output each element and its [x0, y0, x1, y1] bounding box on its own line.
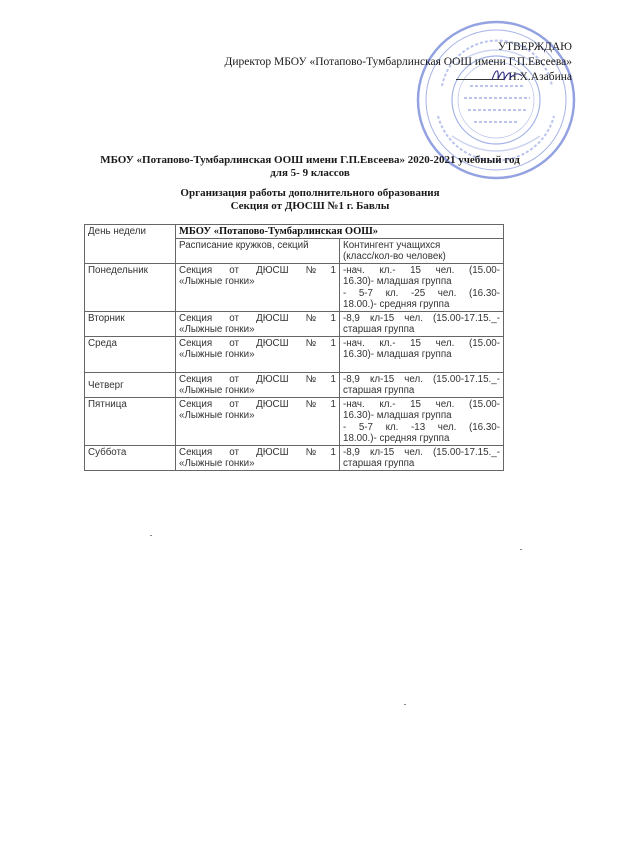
cell-contingent: [340, 372, 504, 397]
header-day: День недели: [85, 225, 176, 264]
contingent-line-2: старшая группа: [343, 385, 415, 396]
approval-position: Директор МБОУ «Потапово-Тумбарлинская ООШ имени Г.П.Евсеева»: [224, 56, 572, 68]
section-line-1: Секция от ДЮСШ №1: [179, 446, 336, 458]
contingent-line-1: -8,9 кл-15 чел. (15.00-17.15._-: [343, 312, 500, 324]
day-label: Четверг: [88, 379, 124, 391]
scan-speck: [404, 704, 406, 705]
contingent-line-1: -8,9 кл-15 чел. (15.00-17.15._-: [343, 373, 500, 385]
contingent-line-2: старшая группа: [343, 324, 415, 335]
header-school: МБОУ «Потапово-Тумбарлинская ООШ»: [176, 225, 504, 239]
contingent-line-2: старшая группа: [343, 458, 415, 469]
contingent-line-3: - 5-7 кл. -25 чел. (16.30-: [343, 287, 500, 299]
table-row: [85, 372, 504, 397]
table-header-row: [85, 225, 504, 239]
contingent-line-2: 16.30)- младшая группа: [343, 276, 452, 287]
contingent-line-1: -нач. кл.- 15 чел. (15.00-: [343, 337, 500, 349]
cell-day: Пятница: [85, 397, 176, 445]
cell-section: [176, 445, 340, 470]
table-row: [85, 445, 504, 470]
heading-line-1: МБОУ «Потапово-Тумбарлинская ООШ имени Г.П.Евсеева» 2020-2021 учебный год: [100, 154, 520, 166]
cell-section: [176, 311, 340, 336]
cell-section: [176, 397, 340, 445]
section-line-2: «Лыжные гонки»: [179, 385, 255, 396]
approval-name: Н.Х.Азабина: [508, 71, 572, 83]
table-row: [85, 263, 504, 311]
cell-day: Вторник: [85, 311, 176, 336]
header-contingent-line-1: Контингент учащихся: [343, 239, 441, 251]
contingent-line-2: 16.30)- младшая группа: [343, 349, 452, 360]
table-row: [85, 311, 504, 336]
header-contingent-line-2: (класс/кол-во человек): [343, 251, 446, 262]
cell-section: [176, 336, 340, 372]
cell-contingent: [340, 397, 504, 445]
table-row: [85, 397, 504, 445]
subheading-line-2: Секция от ДЮСШ №1 г. Бавлы: [230, 200, 390, 212]
section-line-2: «Лыжные гонки»: [179, 276, 255, 287]
cell-day: Суббота: [85, 445, 176, 470]
header-schedule: Расписание кружков, секций: [176, 238, 340, 263]
cell-day: [85, 372, 176, 397]
cell-section: [176, 372, 340, 397]
table-row: [85, 336, 504, 372]
heading-line-2: для 5- 9 классов: [270, 167, 350, 179]
cell-section: [176, 263, 340, 311]
cell-contingent: [340, 311, 504, 336]
contingent-line-2: 16.30)- младшая группа: [343, 410, 452, 421]
section-line-1: Секция от ДЮСШ №1: [179, 398, 336, 410]
contingent-line-3: - 5-7 кл. -13 чел. (16.30-: [343, 421, 500, 433]
section-line-1: Секция от ДЮСШ №1: [179, 312, 336, 324]
header-contingent: [340, 238, 504, 263]
scan-speck: [150, 535, 152, 536]
contingent-line-4: 18.00.)- средняя группа: [343, 433, 450, 444]
cell-contingent: [340, 263, 504, 311]
section-line-2: «Лыжные гонки»: [179, 410, 255, 421]
document-heading: [60, 154, 560, 180]
section-line-2: «Лыжные гонки»: [179, 324, 255, 335]
schedule-table: [84, 224, 504, 471]
approval-word: УТВЕРЖДАЮ: [497, 41, 572, 53]
cell-day: Понедельник: [85, 263, 176, 311]
section-line-2: «Лыжные гонки»: [179, 458, 255, 469]
contingent-line-1: -нач. кл.- 15 чел. (15.00-: [343, 398, 500, 410]
contingent-line-1: -8,9 кл-15 чел. (15.00-17.15._-: [343, 446, 500, 458]
cell-day: Среда: [85, 336, 176, 372]
section-line-2: «Лыжные гонки»: [179, 349, 255, 360]
contingent-line-1: -нач. кл.- 15 чел. (15.00-: [343, 264, 500, 276]
section-line-1: Секция от ДЮСШ №1: [179, 373, 336, 385]
contingent-line-4: 18.00.)- средняя группа: [343, 299, 450, 310]
section-line-1: Секция от ДЮСШ №1: [179, 337, 336, 349]
cell-contingent: [340, 336, 504, 372]
cell-contingent: [340, 445, 504, 470]
section-line-1: Секция от ДЮСШ №1: [179, 264, 336, 276]
handwritten-signature: [490, 64, 524, 86]
document-subheading: [60, 187, 560, 213]
scan-speck: [520, 549, 522, 550]
subheading-line-1: Организация работы дополнительного образования: [180, 187, 440, 199]
